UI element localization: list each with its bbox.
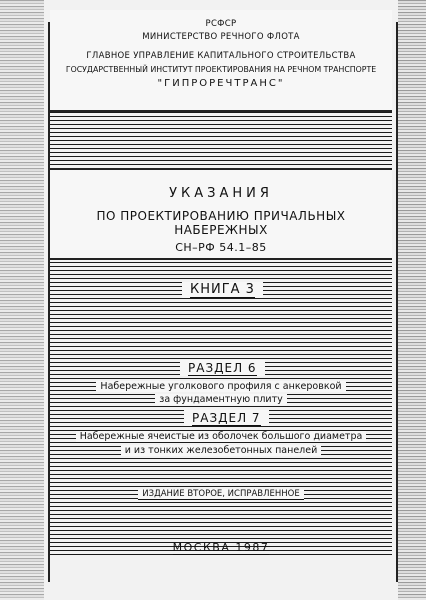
section7-line1: Набережные ячеистые из оболочек большого диаметра <box>76 431 367 442</box>
document-subtitle: ПО ПРОЕКТИРОВАНИЮ ПРИЧАЛЬНЫХ НАБЕРЕЖНЫХ <box>96 209 346 237</box>
section6-line1: Набережные уголкового профиля с анкеровкой <box>96 381 345 392</box>
footer-text: МОСКВА 1987 <box>172 541 270 554</box>
book-text: КНИГА 3 <box>190 282 255 297</box>
section6-label <box>180 360 265 376</box>
section6-line <box>50 380 392 393</box>
header-line: РСФСР <box>205 19 237 29</box>
header-block <box>50 10 392 112</box>
binding-edge-right <box>398 0 426 600</box>
section6-line2: за фундаментную плиту <box>155 394 286 405</box>
header-line: ГОСУДАРСТВЕННЫЙ ИНСТИТУТ ПРОЕКТИРОВАНИЯ НА РЕЧНОМ ТРАНСПОРТЕ <box>65 65 377 74</box>
section6-label-text: РАЗДЕЛ 6 <box>188 361 257 375</box>
section7-label <box>184 410 269 426</box>
edition-text: ИЗДАНИЕ ВТОРОЕ, ИСПРАВЛЕННОЕ <box>138 489 303 500</box>
header-line: ГЛАВНОЕ УПРАВЛЕНИЕ КАПИТАЛЬНОГО СТРОИТЕЛЬСТВА <box>86 51 356 61</box>
publication-place-year <box>50 541 392 561</box>
book-label <box>182 282 263 298</box>
institute-name: "ГИПРОРЕЧТРАНС" <box>157 78 285 89</box>
section7-line2: и из тонких железобетонных панелей <box>121 445 322 456</box>
document-code: СН–РФ 54.1–85 <box>175 241 267 254</box>
title-block <box>50 168 392 260</box>
edition-line <box>50 488 392 501</box>
header-line: МИНИСТЕРСТВО РЕЧНОГО ФЛОТА <box>142 32 300 42</box>
document-title: УКАЗАНИЯ <box>169 186 273 201</box>
binding-edge-left <box>0 0 44 600</box>
section7-label-text: РАЗДЕЛ 7 <box>192 411 261 425</box>
section7-line <box>50 430 392 443</box>
section6-line <box>50 393 392 406</box>
section7-line <box>50 444 392 457</box>
